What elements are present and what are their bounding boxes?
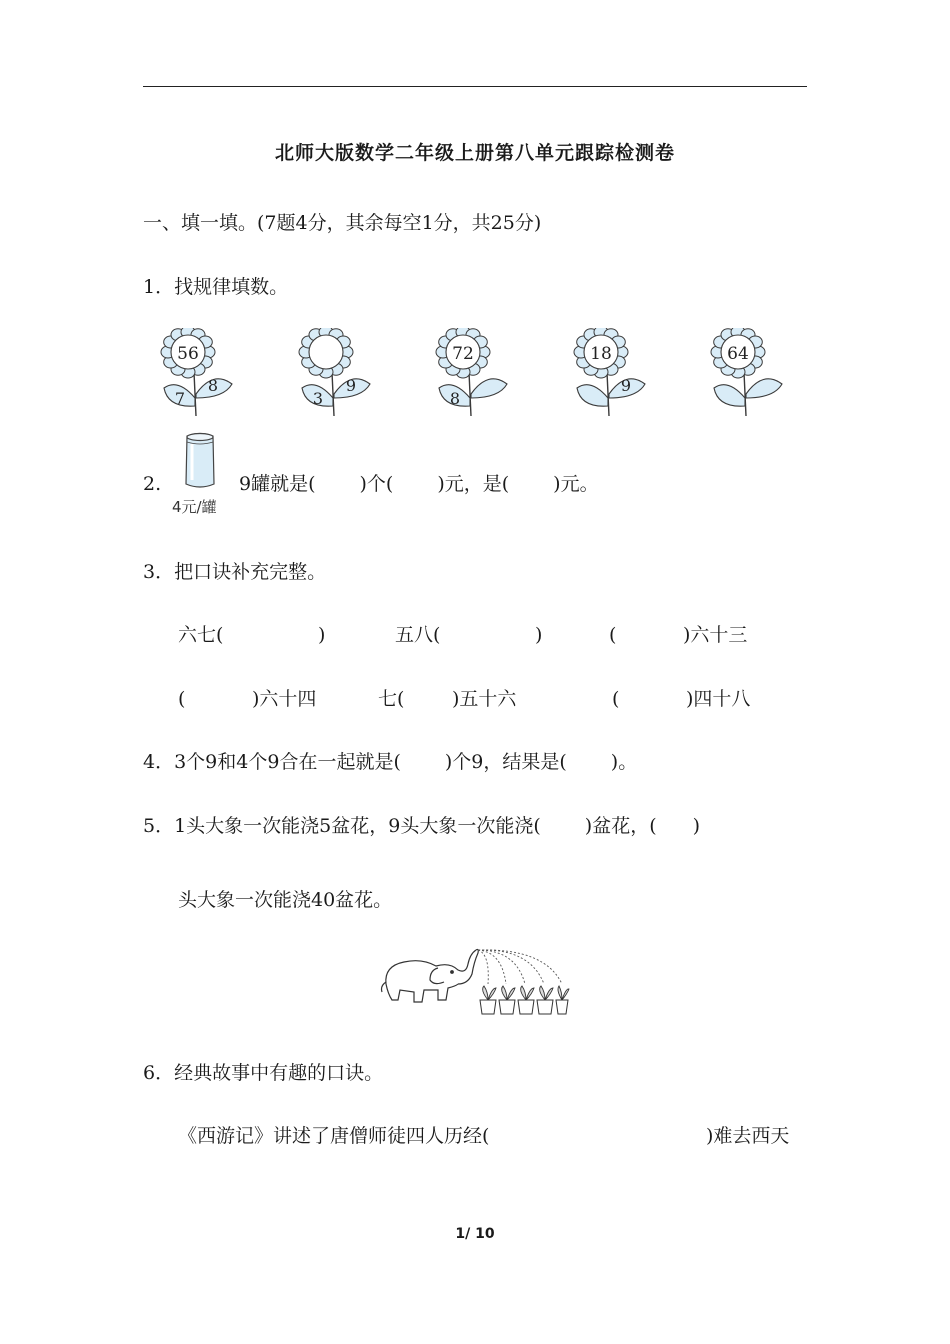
flower-icon xyxy=(158,328,238,418)
flower-left-leaf-number: 7 xyxy=(174,389,186,408)
header-rule xyxy=(143,86,807,87)
elephant-watering-flowers-image xyxy=(380,944,570,1016)
q2-part4: )元。 xyxy=(553,473,599,495)
q2-number: 2. xyxy=(143,473,162,495)
q6-part1: 《西游记》讲述了唐僧师徒四人历经( xyxy=(178,1125,490,1147)
q4-part3: )。 xyxy=(610,751,638,773)
flower-icon xyxy=(571,328,651,418)
flower-3 xyxy=(433,328,513,418)
flower-icon xyxy=(433,328,513,418)
q2-part2: )个( xyxy=(359,473,394,495)
q5-line2: 头大象一次能浇40盆花。 xyxy=(178,889,393,911)
q2-part3: )元，是( xyxy=(437,473,510,495)
flower-left-leaf-number: 8 xyxy=(449,389,461,408)
q3-r2-b2: )五十六 xyxy=(452,688,517,710)
soda-can-icon xyxy=(183,432,217,490)
q2-part1: 9罐就是( xyxy=(239,473,316,495)
q3-r1-c2: )六十三 xyxy=(683,624,748,646)
q1-text: 1．找规律填数。 xyxy=(143,276,289,298)
q5-part3: ) xyxy=(692,815,701,837)
q3-r1-a1: 六七( xyxy=(178,624,224,646)
flower-2 xyxy=(296,328,376,418)
q3-r1-c1: ( xyxy=(609,624,617,646)
flower-center-number: 56 xyxy=(177,344,199,364)
q6-text: 6．经典故事中有趣的口诀。 xyxy=(143,1062,384,1084)
flower-left-leaf-number: 3 xyxy=(312,389,324,408)
q3-r2-c2: )四十八 xyxy=(686,688,751,710)
q4-part2: )个9，结果是( xyxy=(444,751,567,773)
q3-text: 3．把口诀补充完整。 xyxy=(143,561,327,583)
q5-part1: 5．1头大象一次能浇5盆花，9头大象一次能浇( xyxy=(143,815,541,837)
flower-1 xyxy=(158,328,238,418)
flower-center-number: 72 xyxy=(452,344,474,364)
flower-right-leaf-number: 9 xyxy=(345,376,357,395)
can-price-label: 4元/罐 xyxy=(172,498,217,516)
q3-r2-a2: )六十四 xyxy=(252,688,317,710)
q6-part2: )难去西天 xyxy=(706,1125,790,1147)
q3-r1-a2: ) xyxy=(318,624,326,646)
q3-r2-a1: ( xyxy=(178,688,186,710)
q3-r2-c1: ( xyxy=(612,688,620,710)
q5-part2: )盆花，( xyxy=(584,815,657,837)
section1-heading: 一、填一填。(7题4分，其余每空1分，共25分) xyxy=(143,212,542,234)
q3-r2-b1: 七( xyxy=(378,688,405,710)
flower-center-number: 64 xyxy=(727,344,749,364)
page-title: 北师大版数学二年级上册第八单元跟踪检测卷 xyxy=(274,142,675,164)
q5-sentence xyxy=(143,814,700,838)
page-number: 1/ 10 xyxy=(455,1226,495,1242)
flower-5 xyxy=(708,328,788,418)
q2-sentence xyxy=(239,472,599,496)
flower-icon xyxy=(296,328,376,418)
flower-right-leaf-number: 9 xyxy=(620,376,632,395)
flower-4 xyxy=(571,328,651,418)
q3-r1-b1: 五八( xyxy=(395,624,441,646)
q4-part1: 4．3个9和4个9合在一起就是( xyxy=(143,751,401,773)
flower-right-leaf-number: 8 xyxy=(207,376,219,395)
q3-r1-b2: ) xyxy=(535,624,543,646)
q4-sentence xyxy=(143,750,637,774)
flower-icon xyxy=(708,328,788,418)
flower-center-number: 18 xyxy=(590,344,612,364)
